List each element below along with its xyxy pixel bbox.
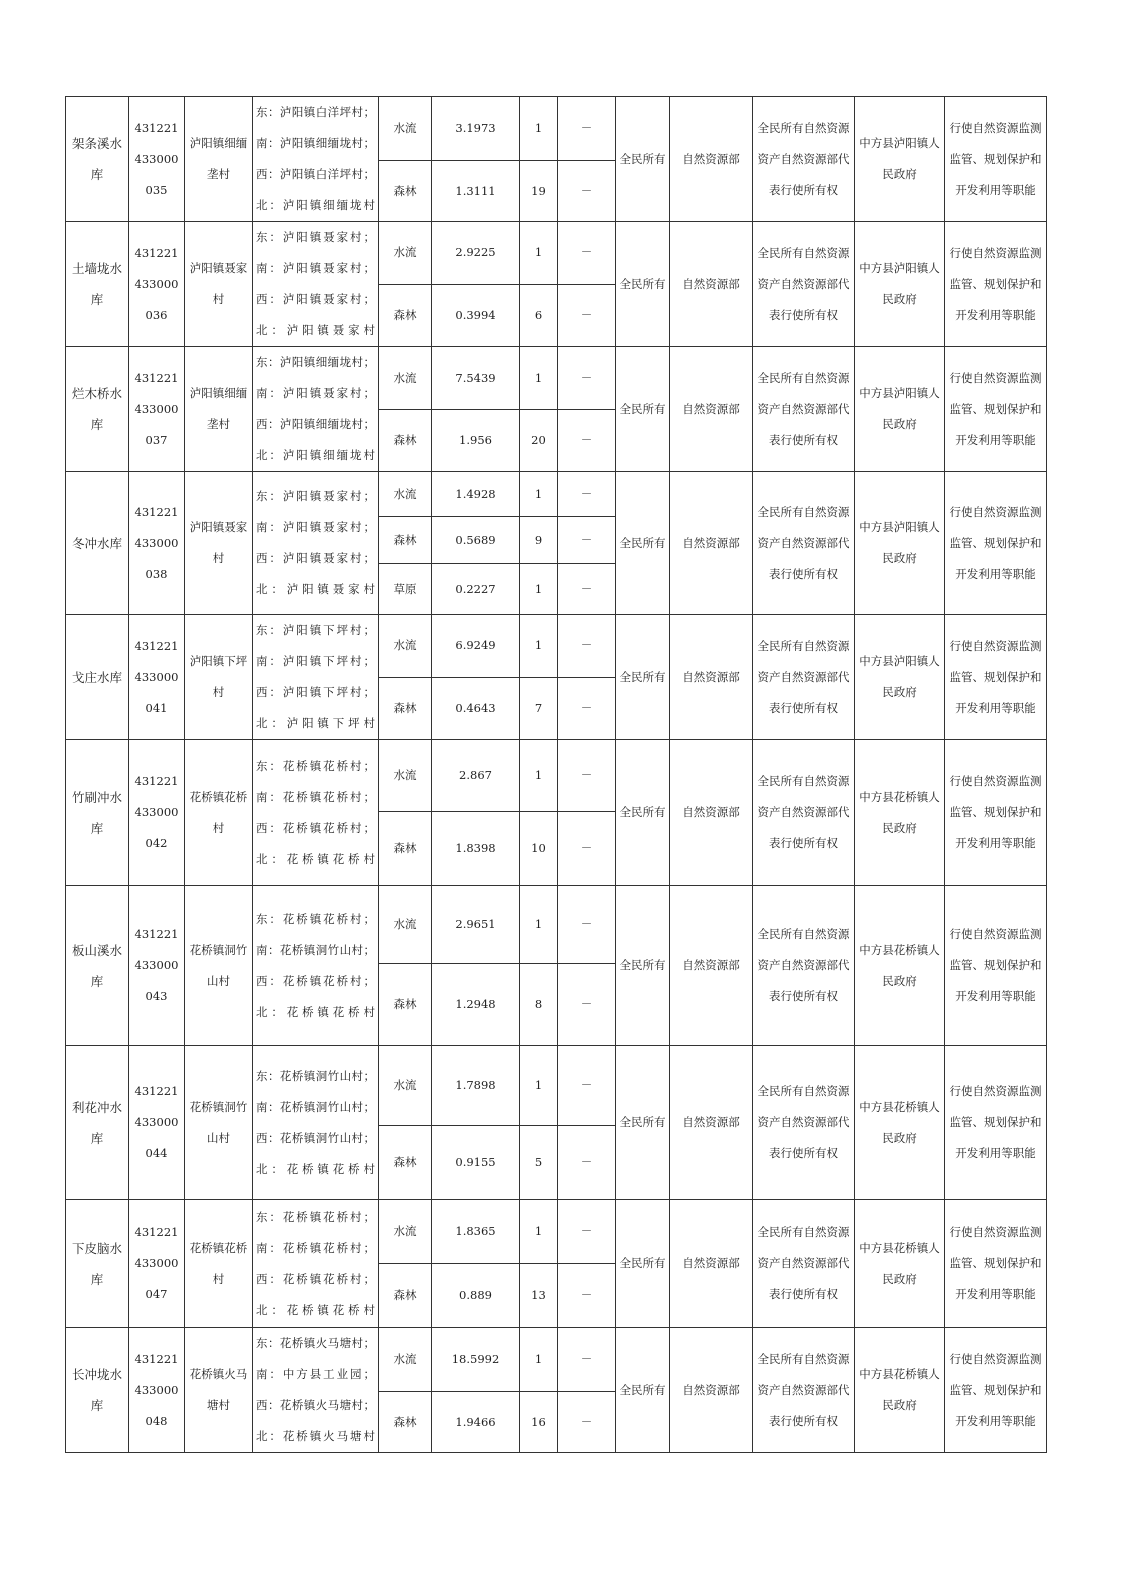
remark: － <box>558 1046 616 1126</box>
boundary-description: 东：花桥镇花桥村；南：花桥镇洞竹山村；西：花桥镇花桥村；北：花桥镇花桥村 <box>253 886 379 1046</box>
resource-area: 2.867 <box>432 740 520 812</box>
remark: － <box>558 347 616 410</box>
reservoir-name: 板山溪水库 <box>66 886 129 1046</box>
reservoir-name: 烂木桥水库 <box>66 347 129 472</box>
managing-government: 中方县泸阳镇人民政府 <box>855 347 945 472</box>
location-village: 泸阳镇细缅垄村 <box>185 347 253 472</box>
parcel-count: 1 <box>520 564 558 615</box>
parcel-count: 6 <box>520 284 558 347</box>
remark: － <box>558 964 616 1046</box>
resource-type: 森林 <box>379 812 432 886</box>
resource-area: 18.5992 <box>432 1328 520 1392</box>
management-duty: 行使自然资源监测监管、规划保护和开发利用等职能 <box>945 740 1047 886</box>
remark: － <box>558 1264 616 1328</box>
ownership-type: 全民所有 <box>616 615 670 740</box>
unit-code: 431221433000037 <box>129 347 185 472</box>
ownership-type: 全民所有 <box>616 1046 670 1200</box>
table-row <box>66 222 1047 285</box>
boundary-description: 东：泸阳镇聂家村；南：泸阳镇聂家村；西：泸阳镇聂家村；北：泸阳镇聂家村 <box>253 222 379 347</box>
owner-department: 自然资源部 <box>670 222 753 347</box>
parcel-count: 16 <box>520 1392 558 1453</box>
ownership-type: 全民所有 <box>616 347 670 472</box>
parcel-count: 1 <box>520 97 558 161</box>
parcel-count: 1 <box>520 222 558 285</box>
table-row <box>66 886 1047 964</box>
resource-area: 1.4928 <box>432 472 520 517</box>
parcel-count: 1 <box>520 472 558 517</box>
parcel-count: 1 <box>520 886 558 964</box>
unit-code: 431221433000038 <box>129 472 185 615</box>
ownership-type: 全民所有 <box>616 1328 670 1453</box>
resource-type: 草原 <box>379 564 432 615</box>
managing-government: 中方县泸阳镇人民政府 <box>855 615 945 740</box>
managing-government: 中方县泸阳镇人民政府 <box>855 222 945 347</box>
reservoir-name: 冬冲水库 <box>66 472 129 615</box>
resource-type: 森林 <box>379 517 432 564</box>
ownership-right: 全民所有自然资源资产自然资源部代表行使所有权 <box>753 886 855 1046</box>
table-row <box>66 1200 1047 1264</box>
unit-code: 431221433000036 <box>129 222 185 347</box>
ownership-right: 全民所有自然资源资产自然资源部代表行使所有权 <box>753 347 855 472</box>
owner-department: 自然资源部 <box>670 1200 753 1328</box>
resource-area: 2.9651 <box>432 886 520 964</box>
unit-code: 431221433000041 <box>129 615 185 740</box>
resource-type: 森林 <box>379 1392 432 1453</box>
reservoir-name: 架条溪水库 <box>66 97 129 222</box>
boundary-description: 东：花桥镇花桥村；南：花桥镇花桥村；西：花桥镇花桥村；北：花桥镇花桥村 <box>253 740 379 886</box>
resource-area: 1.3111 <box>432 161 520 222</box>
parcel-count: 9 <box>520 517 558 564</box>
location-village: 泸阳镇细缅垄村 <box>185 97 253 222</box>
reservoir-name: 竹刷冲水库 <box>66 740 129 886</box>
resource-type: 森林 <box>379 1126 432 1200</box>
reservoir-name: 土墙垅水库 <box>66 222 129 347</box>
table-row <box>66 1328 1047 1392</box>
management-duty: 行使自然资源监测监管、规划保护和开发利用等职能 <box>945 1200 1047 1328</box>
management-duty: 行使自然资源监测监管、规划保护和开发利用等职能 <box>945 1046 1047 1200</box>
remark: － <box>558 222 616 285</box>
location-village: 泸阳镇下坪村 <box>185 615 253 740</box>
parcel-count: 8 <box>520 964 558 1046</box>
owner-department: 自然资源部 <box>670 472 753 615</box>
managing-government: 中方县泸阳镇人民政府 <box>855 97 945 222</box>
parcel-count: 13 <box>520 1264 558 1328</box>
parcel-count: 1 <box>520 1328 558 1392</box>
management-duty: 行使自然资源监测监管、规划保护和开发利用等职能 <box>945 1328 1047 1453</box>
remark: － <box>558 161 616 222</box>
parcel-count: 19 <box>520 161 558 222</box>
remark: － <box>558 677 616 740</box>
reservoir-rights-table <box>65 96 1047 1453</box>
owner-department: 自然资源部 <box>670 740 753 886</box>
resource-type: 水流 <box>379 740 432 812</box>
table-row <box>66 472 1047 517</box>
owner-department: 自然资源部 <box>670 97 753 222</box>
management-duty: 行使自然资源监测监管、规划保护和开发利用等职能 <box>945 222 1047 347</box>
location-village: 花桥镇火马塘村 <box>185 1328 253 1453</box>
remark: － <box>558 410 616 472</box>
management-duty: 行使自然资源监测监管、规划保护和开发利用等职能 <box>945 97 1047 222</box>
boundary-description: 东：泸阳镇白洋坪村；南：泸阳镇细缅垅村；西：泸阳镇白洋坪村；北：泸阳镇细缅垅村 <box>253 97 379 222</box>
ownership-right: 全民所有自然资源资产自然资源部代表行使所有权 <box>753 1200 855 1328</box>
table-row <box>66 97 1047 161</box>
resource-type: 水流 <box>379 886 432 964</box>
reservoir-name: 下皮脑水库 <box>66 1200 129 1328</box>
remark: － <box>558 517 616 564</box>
owner-department: 自然资源部 <box>670 615 753 740</box>
reservoir-name: 利花冲水库 <box>66 1046 129 1200</box>
remark: － <box>558 284 616 347</box>
remark: － <box>558 564 616 615</box>
ownership-right: 全民所有自然资源资产自然资源部代表行使所有权 <box>753 472 855 615</box>
parcel-count: 1 <box>520 1046 558 1126</box>
ownership-right: 全民所有自然资源资产自然资源部代表行使所有权 <box>753 615 855 740</box>
owner-department: 自然资源部 <box>670 1328 753 1453</box>
managing-government: 中方县花桥镇人民政府 <box>855 740 945 886</box>
resource-type: 水流 <box>379 1328 432 1392</box>
unit-code: 431221433000048 <box>129 1328 185 1453</box>
unit-code: 431221433000035 <box>129 97 185 222</box>
owner-department: 自然资源部 <box>670 347 753 472</box>
boundary-description: 东：花桥镇洞竹山村；南：花桥镇洞竹山村；西：花桥镇洞竹山村；北：花桥镇花桥村 <box>253 1046 379 1200</box>
parcel-count: 1 <box>520 615 558 678</box>
remark: － <box>558 1200 616 1264</box>
parcel-count: 1 <box>520 1200 558 1264</box>
ownership-right: 全民所有自然资源资产自然资源部代表行使所有权 <box>753 97 855 222</box>
unit-code: 431221433000043 <box>129 886 185 1046</box>
reservoir-name: 长冲垅水库 <box>66 1328 129 1453</box>
resource-type: 水流 <box>379 97 432 161</box>
location-village: 花桥镇花桥村 <box>185 740 253 886</box>
remark: － <box>558 886 616 964</box>
managing-government: 中方县花桥镇人民政府 <box>855 1046 945 1200</box>
ownership-right: 全民所有自然资源资产自然资源部代表行使所有权 <box>753 1046 855 1200</box>
resource-area: 1.956 <box>432 410 520 472</box>
location-village: 花桥镇洞竹山村 <box>185 1046 253 1200</box>
table-row <box>66 615 1047 678</box>
management-duty: 行使自然资源监测监管、规划保护和开发利用等职能 <box>945 347 1047 472</box>
unit-code: 431221433000044 <box>129 1046 185 1200</box>
ownership-right: 全民所有自然资源资产自然资源部代表行使所有权 <box>753 1328 855 1453</box>
resource-area: 0.2227 <box>432 564 520 615</box>
ownership-right: 全民所有自然资源资产自然资源部代表行使所有权 <box>753 740 855 886</box>
resource-type: 森林 <box>379 161 432 222</box>
ownership-type: 全民所有 <box>616 886 670 1046</box>
table-row <box>66 740 1047 812</box>
managing-government: 中方县花桥镇人民政府 <box>855 1328 945 1453</box>
unit-code: 431221433000047 <box>129 1200 185 1328</box>
remark: － <box>558 1328 616 1392</box>
remark: － <box>558 740 616 812</box>
resource-type: 森林 <box>379 1264 432 1328</box>
unit-code: 431221433000042 <box>129 740 185 886</box>
resource-type: 水流 <box>379 347 432 410</box>
remark: － <box>558 472 616 517</box>
parcel-count: 1 <box>520 347 558 410</box>
resource-area: 0.5689 <box>432 517 520 564</box>
location-village: 泸阳镇聂家村 <box>185 222 253 347</box>
resource-area: 0.3994 <box>432 284 520 347</box>
parcel-count: 5 <box>520 1126 558 1200</box>
parcel-count: 1 <box>520 740 558 812</box>
resource-area: 1.8365 <box>432 1200 520 1264</box>
reservoir-name: 戈庄水库 <box>66 615 129 740</box>
owner-department: 自然资源部 <box>670 886 753 1046</box>
boundary-description: 东：泸阳镇聂家村；南：泸阳镇聂家村；西：泸阳镇聂家村；北：泸阳镇聂家村 <box>253 472 379 615</box>
resource-area: 6.9249 <box>432 615 520 678</box>
remark: － <box>558 615 616 678</box>
parcel-count: 10 <box>520 812 558 886</box>
resource-type: 森林 <box>379 964 432 1046</box>
resource-area: 7.5439 <box>432 347 520 410</box>
managing-government: 中方县花桥镇人民政府 <box>855 1200 945 1328</box>
location-village: 花桥镇花桥村 <box>185 1200 253 1328</box>
remark: － <box>558 1126 616 1200</box>
ownership-type: 全民所有 <box>616 740 670 886</box>
resource-type: 森林 <box>379 410 432 472</box>
resource-area: 3.1973 <box>432 97 520 161</box>
resource-type: 水流 <box>379 222 432 285</box>
remark: － <box>558 97 616 161</box>
managing-government: 中方县泸阳镇人民政府 <box>855 472 945 615</box>
ownership-type: 全民所有 <box>616 97 670 222</box>
resource-area: 0.4643 <box>432 677 520 740</box>
ownership-right: 全民所有自然资源资产自然资源部代表行使所有权 <box>753 222 855 347</box>
management-duty: 行使自然资源监测监管、规划保护和开发利用等职能 <box>945 472 1047 615</box>
resource-area: 1.2948 <box>432 964 520 1046</box>
resource-type: 水流 <box>379 1200 432 1264</box>
resource-type: 水流 <box>379 615 432 678</box>
resource-area: 0.889 <box>432 1264 520 1328</box>
resource-type: 森林 <box>379 284 432 347</box>
managing-government: 中方县花桥镇人民政府 <box>855 886 945 1046</box>
resource-area: 1.7898 <box>432 1046 520 1126</box>
boundary-description: 东：花桥镇花桥村；南：花桥镇花桥村；西：花桥镇花桥村；北：花桥镇花桥村 <box>253 1200 379 1328</box>
resource-area: 0.9155 <box>432 1126 520 1200</box>
remark: － <box>558 1392 616 1453</box>
ownership-type: 全民所有 <box>616 472 670 615</box>
boundary-description: 东：泸阳镇下坪村；南：泸阳镇下坪村；西：泸阳镇下坪村；北：泸阳镇下坪村 <box>253 615 379 740</box>
resource-type: 森林 <box>379 677 432 740</box>
owner-department: 自然资源部 <box>670 1046 753 1200</box>
resource-area: 2.9225 <box>432 222 520 285</box>
table-row <box>66 1046 1047 1126</box>
table-row <box>66 347 1047 410</box>
management-duty: 行使自然资源监测监管、规划保护和开发利用等职能 <box>945 615 1047 740</box>
management-duty: 行使自然资源监测监管、规划保护和开发利用等职能 <box>945 886 1047 1046</box>
location-village: 花桥镇洞竹山村 <box>185 886 253 1046</box>
resource-area: 1.9466 <box>432 1392 520 1453</box>
boundary-description: 东：花桥镇火马塘村；南：中方县工业园；西：花桥镇火马塘村；北：花桥镇火马塘村 <box>253 1328 379 1453</box>
parcel-count: 7 <box>520 677 558 740</box>
resource-type: 水流 <box>379 1046 432 1126</box>
resource-area: 1.8398 <box>432 812 520 886</box>
boundary-description: 东：泸阳镇细缅垅村；南：泸阳镇聂家村；西：泸阳镇细缅垅村；北：泸阳镇细缅垅村 <box>253 347 379 472</box>
resource-type: 水流 <box>379 472 432 517</box>
location-village: 泸阳镇聂家村 <box>185 472 253 615</box>
ownership-type: 全民所有 <box>616 222 670 347</box>
parcel-count: 20 <box>520 410 558 472</box>
ownership-type: 全民所有 <box>616 1200 670 1328</box>
remark: － <box>558 812 616 886</box>
